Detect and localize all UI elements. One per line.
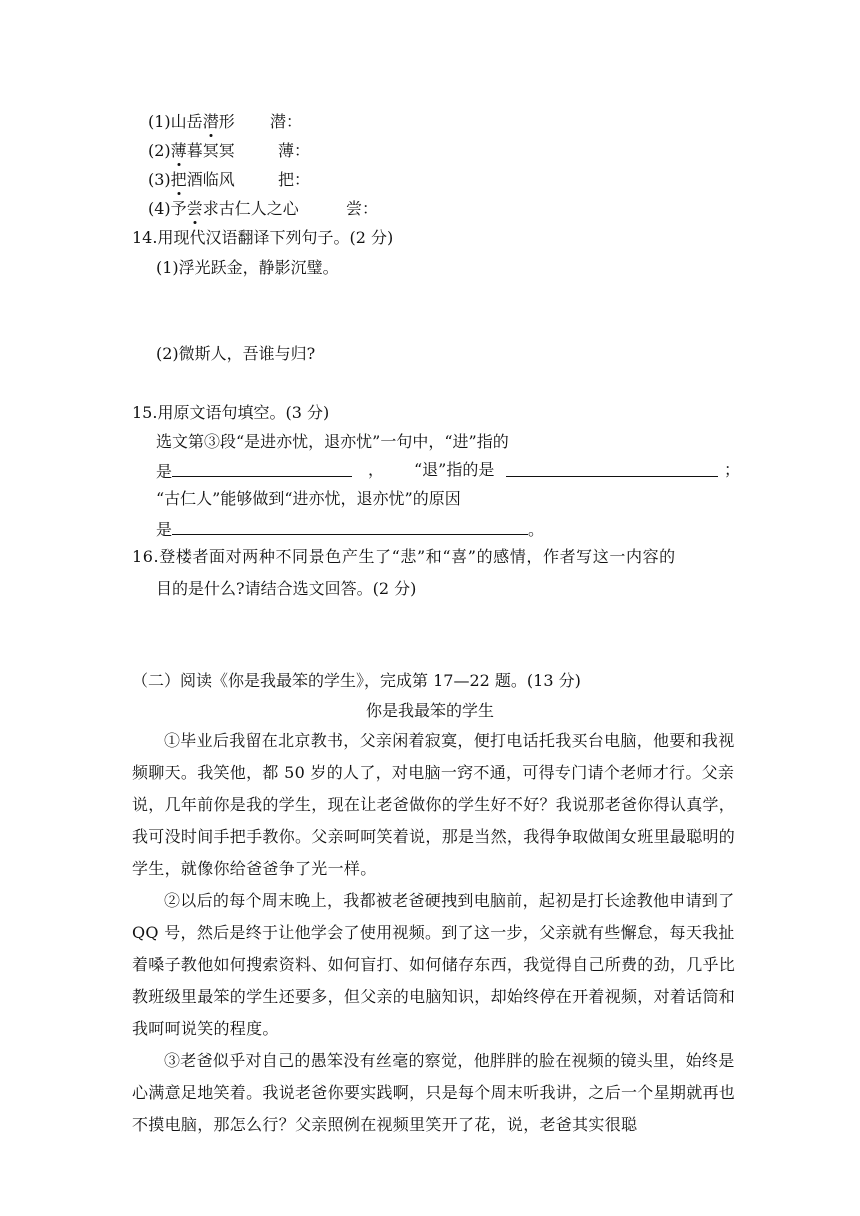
q13-item-4: (4)予尝求古仁人之心 尝：: [148, 199, 379, 218]
q15-line-1: 选文第③段“是进亦忧，退亦忧”一句中，“进”指的: [156, 432, 509, 451]
article-paragraph-1: ①毕业后我留在北京教书，父亲闲着寂寞，便打电话托我买台电脑，他要和我视频聊天。我笑他，都 50 岁的人了，对电脑一窍不通，可得专门请个老师才行。父亲说，几年前你是我的学生，现在让老爸做你的学生好不好？我说那老爸你得认真学，我可没时间手把手教你。父亲呵呵笑着说，那是当然，我得争取做闺女班里最聪明的学生，就像你给爸爸争了光一样。: [132, 731, 736, 878]
section-heading: （二）阅读《你是我最笨的学生》，完成第 17—22 题。(13 分): [132, 671, 581, 690]
q14-sentence-1: (1)浮光跃金，静影沉璧。: [156, 258, 339, 277]
answer-blank[interactable]: [506, 460, 718, 477]
q15-line-4: 是 。: [156, 520, 545, 539]
q13-item-3: (3)把酒临风 把：: [148, 170, 311, 189]
q15-line-2: 是 ， “退”指的是 ；: [156, 460, 741, 481]
q14-sentence-2: (2)微斯人，吾谁与归?: [156, 344, 316, 363]
answer-blank[interactable]: [172, 518, 528, 535]
answer-blank[interactable]: [172, 460, 352, 477]
article-title: 你是我最笨的学生: [365, 701, 494, 720]
article-paragraph-3: ③老爸似乎对自己的愚笨没有丝毫的察觉，他胖胖的脸在视频的镜头里，始终是心满意足地笑着。我说老爸你要实践啊，只是每个周末听我讲，之后一个星期就再也不摸电脑，那怎么行？父亲照例在视频里笑开了花，说，老爸其实很聪: [132, 1051, 736, 1134]
q13-item-1: (1)山岳潜形 潜：: [148, 112, 303, 131]
article-paragraph-2: ②以后的每个周末晚上，我都被老爸硬拽到电脑前，起初是打长途教他申请到了 QQ 号，然后是终于让他学会了使用视频。到了这一步，父亲就有些懈怠，每天我扯着嗓子教他如何搜索资料、如何盲打、如何储存东西，我觉得自己所费的劲，几乎比教班级里最笨的学生还要多，但父亲的电脑知识，却始终停在开着视频，对着话筒和我呵呵说笑的程度。: [132, 891, 736, 1038]
q16-line-1: 16.登楼者面对两种不同景色产生了“悲”和“喜”的感情，作者写这一内容的: [132, 547, 676, 566]
q14-title: 14.用现代汉语翻译下列句子。(2 分): [132, 228, 394, 247]
q13-item-2: (2)薄暮冥冥 薄：: [148, 141, 311, 160]
q15-line-3: “古仁人”能够做到“进亦忧，退亦忧”的原因: [156, 489, 461, 508]
q16-line-2: 目的是什么?请结合选文回答。(2 分): [156, 579, 417, 598]
q15-title: 15.用原文语句填空。(3 分): [132, 403, 330, 422]
